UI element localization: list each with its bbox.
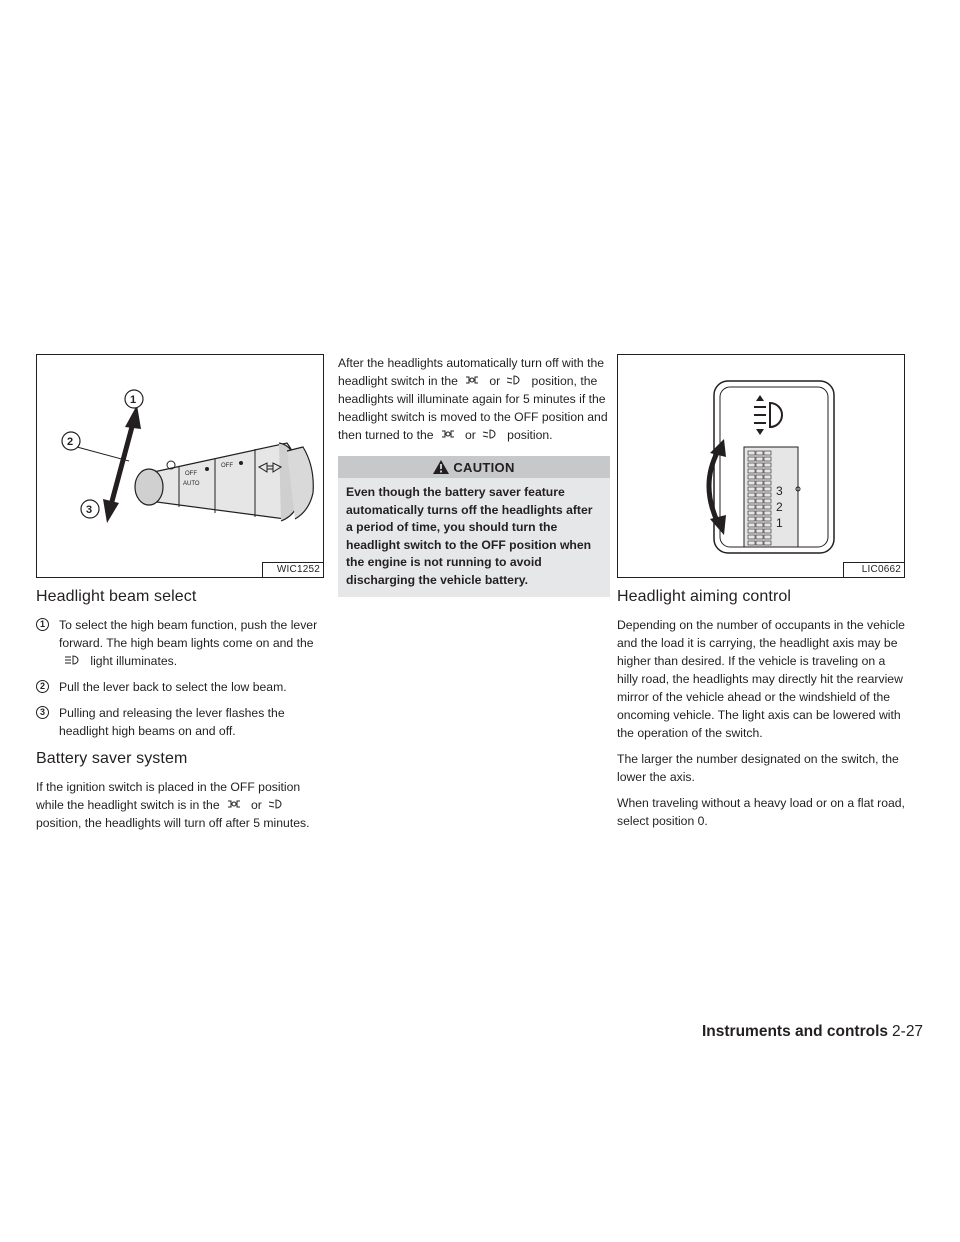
lever-auto-label: AUTO [183, 481, 200, 487]
column-middle [338, 354, 628, 597]
page-number: 2-27 [892, 1023, 924, 1040]
item-text-end: light illuminates. [90, 654, 178, 668]
item-text: Pulling and releasing the lever flashes the headlight high beams on and off. [59, 706, 285, 738]
aiming-paragraph: The larger the number designated on the switch, the lower the axis. [617, 752, 899, 784]
heading-battery-saver: Battery saver system [36, 750, 188, 767]
or-text: or [250, 798, 262, 812]
item-text: To select the high beam function, push the lever forward. The high beam lights come on and the [59, 618, 318, 650]
dial-number-2: 2 [776, 500, 783, 514]
caution-title: CAUTION [453, 459, 515, 475]
item-text: Pull the lever back to select the low beam. [59, 680, 287, 694]
caution-header [338, 456, 610, 478]
auto-off-text-b: position, the headlights will illuminate again for 5 minutes if the headlight switch is moved to the OFF position and then turned to the [338, 374, 608, 442]
footer-section: Instruments and controls [702, 1023, 889, 1040]
callout-3: 3 [86, 504, 93, 516]
list-item [36, 678, 326, 696]
aiming-paragraph: When traveling without a heavy load or on a flat road, select position 0. [617, 796, 905, 828]
or-text: or [464, 428, 476, 442]
list-item [36, 616, 326, 670]
headlight-icon [266, 798, 286, 810]
parking-light-icon [462, 374, 482, 386]
parking-light-icon [224, 798, 244, 810]
headlight-icon [504, 374, 524, 386]
callout-2: 2 [67, 436, 74, 448]
parking-light-icon [438, 428, 458, 440]
step-number-3: 3 [36, 706, 49, 719]
headlight-icon [480, 428, 500, 440]
figure-label: WIC1252 [276, 564, 320, 575]
callout-1: 1 [130, 394, 137, 406]
heading-aiming: Headlight aiming control [617, 588, 792, 605]
heading-headlight-beam: Headlight beam select [36, 588, 197, 605]
caution-box [338, 456, 610, 597]
figure-headlight-lever [36, 354, 324, 578]
column-right [617, 354, 907, 838]
headlight-lever-illustration [37, 355, 323, 577]
auto-off-text [338, 354, 628, 444]
auto-off-text-c: position. [507, 428, 553, 442]
page-footer [702, 1023, 923, 1041]
battery-saver-text-b: position, the headlights will turn off after 5 minutes. [36, 816, 310, 830]
high-beam-icon [63, 654, 83, 666]
auto-off-text-a: After the headlights automatically turn off with the headlight switch in the [338, 356, 605, 388]
step-number-1: 1 [36, 618, 49, 631]
column-left [36, 354, 326, 840]
battery-saver-text-a: If the ignition switch is placed in the OFF position while the headlight switch is in the [36, 780, 301, 812]
figure-label: LIC0662 [861, 564, 901, 575]
dial-number-1: 1 [776, 516, 783, 530]
figure-aiming-switch [617, 354, 905, 578]
dial-number-3: 3 [776, 484, 783, 498]
aiming-paragraph: Depending on the number of occupants in the vehicle and the load it is carrying, the headlight axis may be higher than desired. If the vehicle is traveling on a hilly road, the headlights may directly hit the rearview mirror of the vehicle ahead or the windshield of the oncoming vehicle. The light axis can be lowered with the operation of the switch. [617, 618, 905, 740]
warning-icon [433, 460, 449, 474]
battery-saver-text [36, 778, 326, 832]
or-text: or [489, 374, 501, 388]
caution-body: Even though the battery saver feature automatically turns off the headlights after a period of time, you should turn the headlight switch to the OFF position when the engine is not running to avoid discharging the vehicle battery. [346, 485, 593, 587]
lever-off-label-2: OFF [221, 463, 233, 469]
lever-off-label: OFF [185, 471, 197, 477]
step-number-2: 2 [36, 680, 49, 693]
list-item [36, 704, 326, 740]
aiming-switch-illustration [618, 355, 904, 577]
